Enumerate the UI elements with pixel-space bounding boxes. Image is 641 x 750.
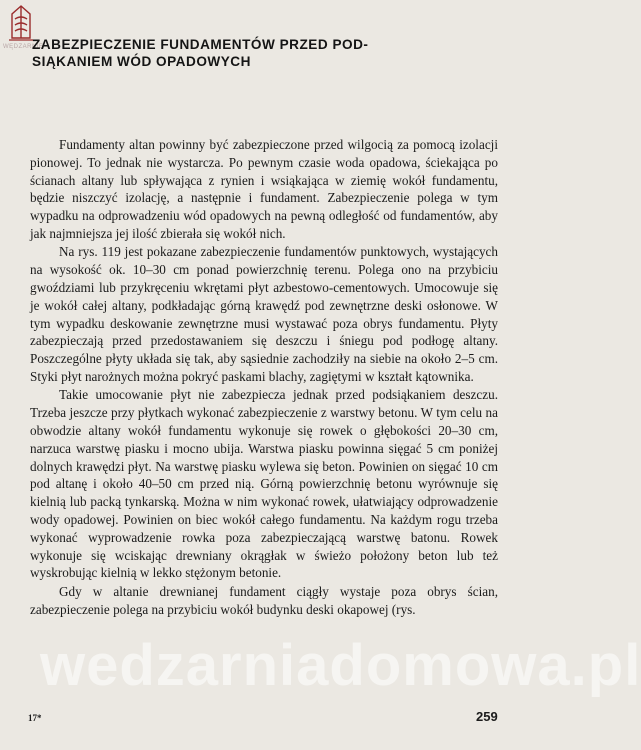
paragraph-2: Na rys. 119 jest pokazane zabezpieczenie fundamentów punktowych, wystających na wysokość ok. 10–30 cm ponad powierzchnię terenu. Polega ono na przybiciu gwoździami lub przykręceniu wkrętami płyt azbestowo-cementowych. Umocowuje się je wokół całej altany, podkładając górną krawędź pod zewnętrzne deski osłonowe. W tym wypadku deskowanie zewnętrzne musi wystawać poza obrys fundamentu. Płyty zabezpieczają przed przedostawaniem się deszczu i śniegu pod podłogę altany. Poszczególne płyty układa się tak, aby sąsiednie zachodziły na siebie na około 2–5 cm. Styki płyt narożnych można pokryć paskami blachy, zagiętymi w kształt kątownika.: [30, 244, 498, 384]
page-number: 259: [476, 709, 498, 724]
printer-signature: 17*: [28, 713, 42, 723]
body-text: [30, 136, 498, 619]
paragraph-4: Gdy w altanie drewnianej fundament ciągły wystaje poza obrys ścian, zabezpieczenie polega na przybiciu wokół budynku deski okapowej (rys.: [30, 583, 498, 617]
paragraph-3: Takie umocowanie płyt nie zabezpiecza jednak przed podsiąkaniem deszczu. Trzeba jeszcze przy płytkach wykonać zabezpieczenie z warstwy betonu. W tym celu na obwodzie altany wokół fundamentu wykonuje się rowek o głębokości 20–30 cm, narzuca warstwę piasku i mocno ubija. Warstwa piasku powinna sięgać 5 cm poniżej dolnych krawędzi płyt. Na warstwę piasku wylewa się beton. Powinien on sięgać 10 cm pod altanę i około 40–50 cm przed nią. Górną powierzchnię betonu wyrównuje się kielnią lub packą tynkarską. Można w nim wykonać rowek, ułatwiający odprowadzenie wody opadowej. Powinien on biec wokół całego fundamentu. Na każdym rogu trzeba wykonać wyprowadzenie rowka poza zabezpieczającą warstwę batonu. Rowek wykonuje się wciskając drewniany okrągłak w świeżo położony beton lub też wyskrobując kielnią w lekko stężonym betonie.: [30, 387, 498, 581]
section-title-line-1: ZABEZPIECZENIE FUNDAMENTÓW PRZED POD-: [32, 37, 369, 52]
section-title: [32, 36, 510, 70]
paragraph-1: Fundamenty altan powinny być zabezpieczone przed wilgocią za pomocą izolacji pionowej. To jednak nie wystarcza. Po pewnym czasie woda opadowa, ściekająca po ścianach altany lub spływająca z rynien i wsiąkająca w ziemię wokół fundamentu, będzie niszczyć izolację, a następnie i fundament. Zabezpieczenie polega w tym wypadku na odprowadzeniu wód opadowych na pewną odległość od fundamentów, aby jak najmniejsza jej ilość zbierała się wokół nich.: [30, 137, 498, 241]
section-title-line-2: SIĄKANIEM WÓD OPADOWYCH: [32, 54, 251, 69]
smokehouse-logo-icon: [8, 4, 34, 42]
watermark-large-text: wedzarniadomowa.pl: [40, 633, 641, 698]
watermark-small-text: WĘDZARNIE: [3, 44, 44, 50]
